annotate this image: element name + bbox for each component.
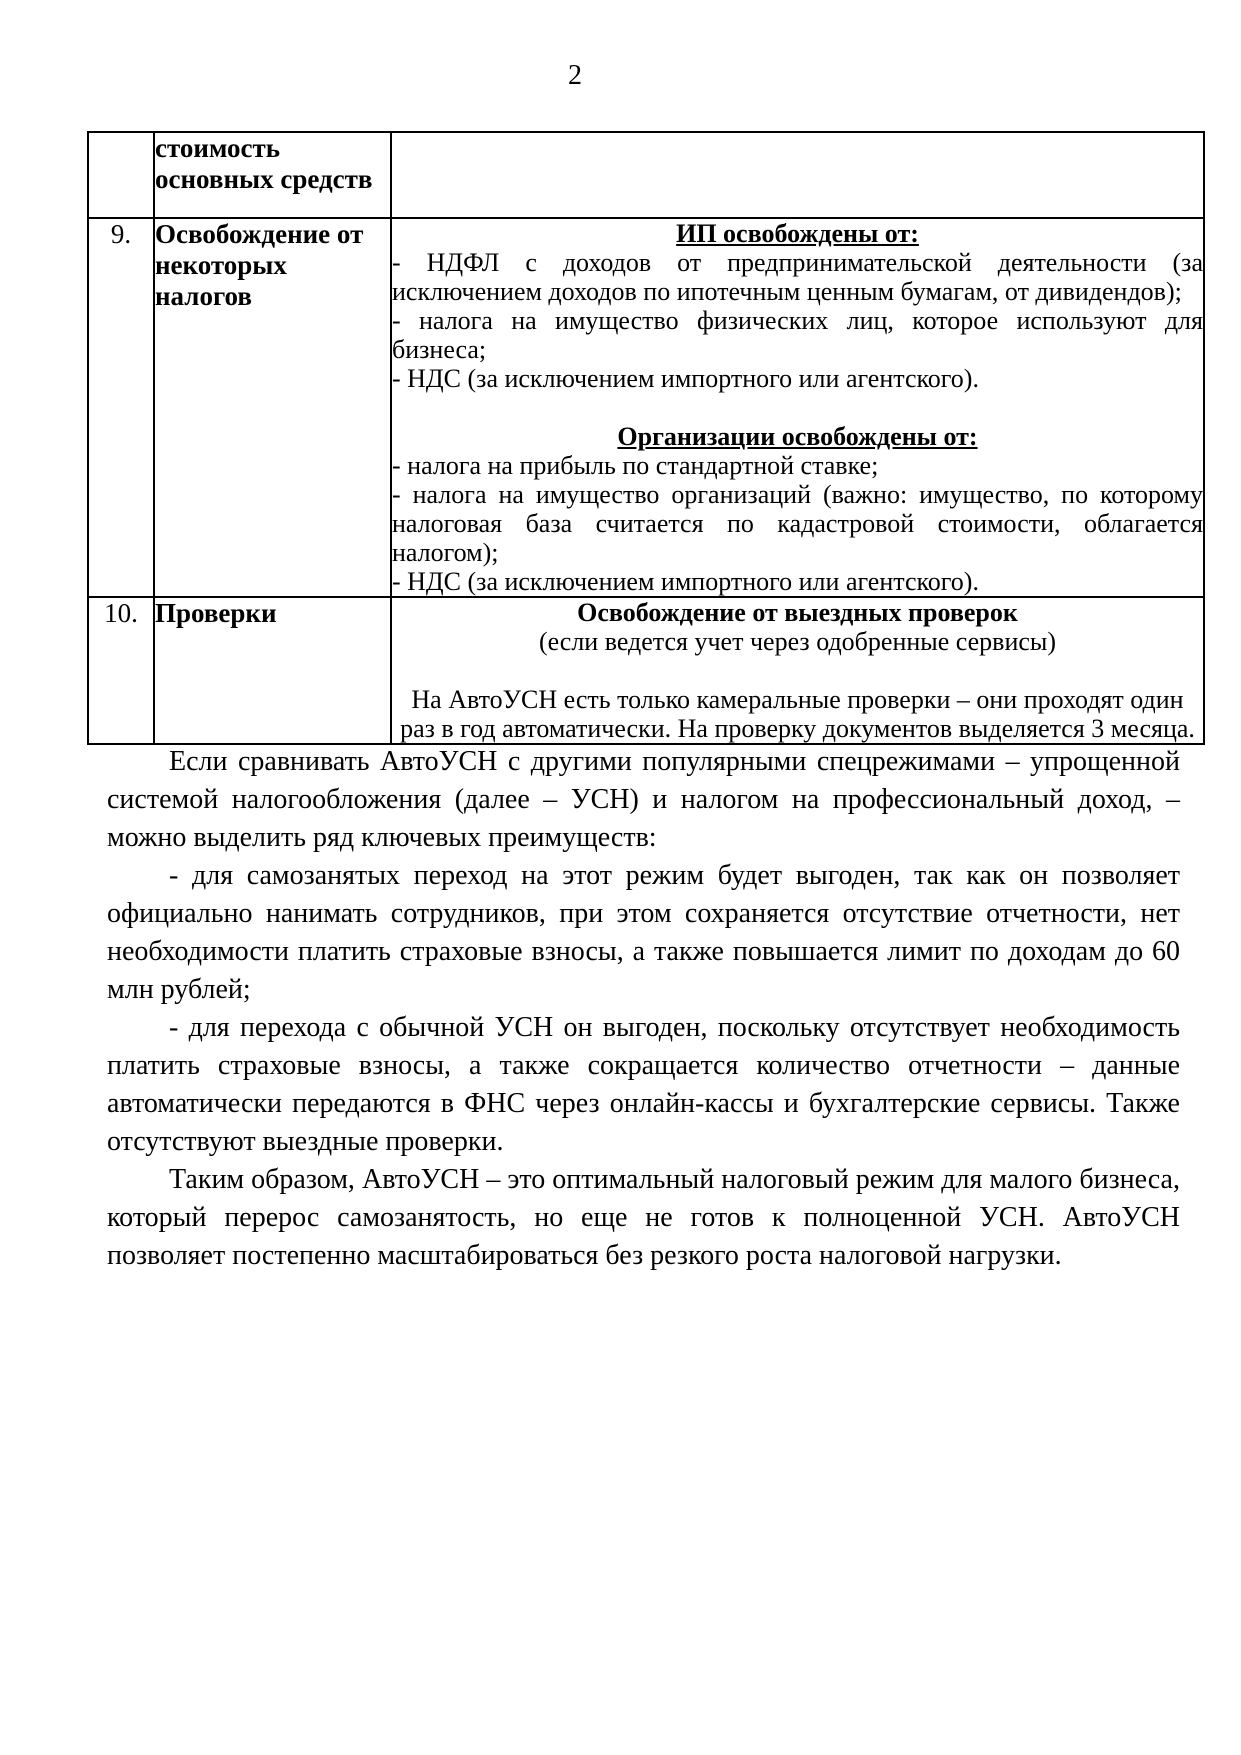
content-line: На АвтоУСН есть только камеральные проверки – они проходят один раз в год автоматически. На проверку документов выделяется 3 месяца. [400, 685, 1195, 743]
content-line: (если ведется учет через одобренные сервисы) [538, 627, 1057, 656]
body-text [107, 743, 1180, 1275]
paragraph: - для самозанятых переход на этот режим будет выгоден, так как он позволяет официально нанимать сотрудников, при этом сохраняется отсутствие отчетности, нет необходимости платить страховые взносы, а также повышается лимит по доходам до 60 млн рублей; [107, 860, 1180, 1005]
comparison-table [87, 131, 1205, 745]
row-number-cell [88, 132, 154, 218]
row-content-cell [391, 132, 1204, 218]
content-line: - налога на имущество организаций (важно: имущество, по которому налоговая база считается по кадастровой стоимости, облагается налогом); [392, 480, 1203, 567]
row-content-cell [391, 218, 1204, 597]
page-number: 2 [568, 60, 582, 91]
row-title-cell: Освобождение от некоторых налогов [154, 218, 391, 597]
row-title-cell: Проверки [154, 597, 391, 744]
content-line: - НДФЛ с доходов от предпринимательской деятельности (за исключением доходов по ипотечным ценным бумагам, от дивидендов); [392, 248, 1203, 306]
paragraph: Таким образом, АвтоУСН – это оптимальный налоговый режим для малого бизнеса, который перерос самозанятость, но еще не готов к полноценной УСН. АвтоУСН позволяет постепенно масштабироваться без резкого роста налоговой нагрузки. [107, 1164, 1180, 1271]
row-number-cell: 10. [88, 597, 154, 744]
table-row [88, 218, 1204, 597]
content-heading: Освобождение от выездных проверок [577, 598, 1018, 627]
content-spacer [392, 656, 1203, 685]
content-line: - налога на имущество физических лиц, которое используют для бизнеса; [392, 306, 1203, 364]
row-title-cell: стоимость основных средств [154, 132, 391, 218]
content-spacer [392, 393, 1203, 422]
content-heading: ИП освобождены от: [676, 219, 919, 248]
table-row [88, 597, 1204, 744]
paragraph: - для перехода с обычной УСН он выгоден, поскольку отсутствует необходимость платить страховые взносы, а также сокращается количество отчетности – данные автоматически передаются в ФНС через онлайн-кассы и бухгалтерские сервисы. Также отсутствуют выездные проверки. [107, 1012, 1180, 1157]
content-line: - НДС (за исключением импортного или агентского). [392, 567, 979, 596]
content-line: - НДС (за исключением импортного или агентского). [392, 364, 979, 393]
table-row [88, 132, 1204, 218]
row-content-cell [391, 597, 1204, 744]
row-number-cell: 9. [88, 218, 154, 597]
content-line: - налога на прибыль по стандартной ставке; [392, 451, 879, 480]
paragraph: Если сравнивать АвтоУСН с другими популярными спецрежимами – упрощенной системой налогообложения (далее – УСН) и налогом на профессиональный доход, – можно выделить ряд ключевых преимуществ: [107, 746, 1180, 853]
content-heading: Организации освобождены от: [617, 422, 978, 451]
